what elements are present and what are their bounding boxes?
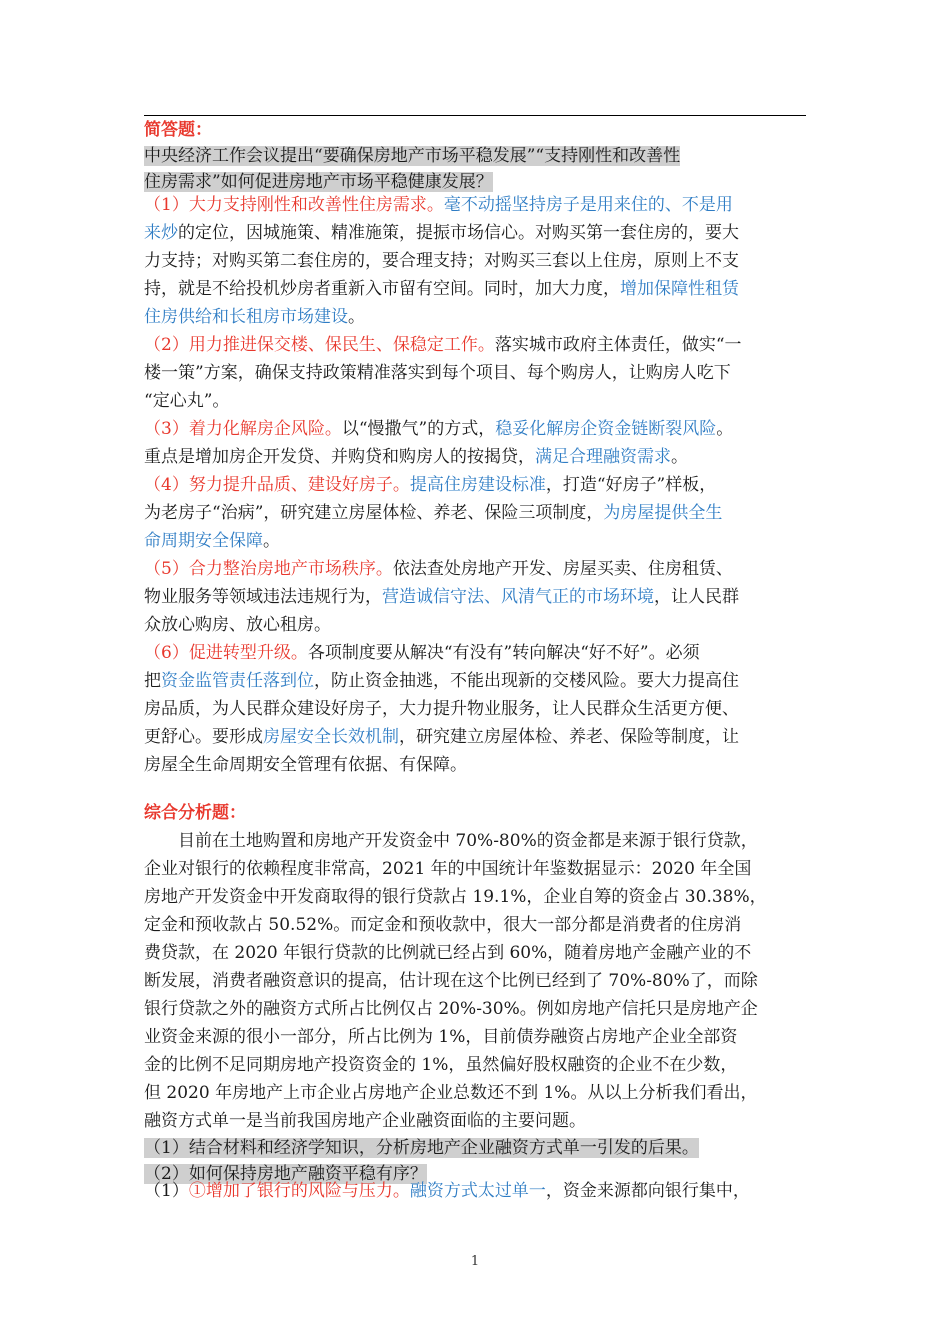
paragraph-line: 持，就是不给投机炒房者重新入市留有空间。同时，加大力度，增加保障性租赁 (144, 279, 739, 299)
material-line: 银行贷款之外的融资方式所占比例仅占 20%-30%。例如房地产信托只是房地产企 (144, 999, 758, 1019)
paragraph-line: 力支持；对购买第二套住房的，要合理支持；对购买三套以上住房，原则上不支 (144, 251, 739, 271)
sub-question-1: （1）结合材料和经济学知识，分析房地产企业融资方式单一引发的后果。 (144, 1138, 699, 1158)
answer-line: （1）①增加了银行的风险与压力。融资方式太过单一，资金来源都向银行集中， (144, 1181, 750, 1201)
material-line: 费贷款，在 2020 年银行贷款的比例就已经占到 60%，随着房地产金融产业的不 (144, 943, 752, 963)
sub-question-2: （2）如何保持房地产融资平稳有序？ (144, 1164, 427, 1184)
paragraph-line: 把资金监管责任落到位，防止资金抽逃，不能出现新的交楼风险。要大力提高住 (144, 671, 739, 691)
paragraph-line: 楼一策”方案，确保支持政策精准落实到每个项目、每个购房人，让购房人吃下 (144, 363, 731, 383)
section-title-short-answer: 简答题： (144, 120, 212, 140)
answer-paragraphs (144, 191, 806, 779)
material-line: 融资方式单一是当前我国房地产企业融资面临的主要问题。 (144, 1111, 586, 1131)
question-text: 中央经济工作会议提出“要确保房地产市场平稳发展”“支持刚性和改善性 (144, 146, 681, 166)
answer-point-3: （3）着力化解房企风险。以“慢撒气”的方式，稳妥化解房企资金链断裂风险。 (144, 419, 734, 439)
paragraph-line: 房品质，为人民群众建设好房子，大力提升物业服务，让人民群众生活更方便、 (144, 699, 739, 719)
material-line: 但 2020 年房地产上市企业占房地产企业总数还不到 1%。从以上分析我们看出， (144, 1083, 758, 1103)
material-line: 金的比例不足同期房地产投资资金的 1%，虽然偏好股权融资的企业不在少数， (144, 1055, 738, 1075)
paragraph-line: 物业服务等领域违法违规行为，营造诚信守法、风清气正的市场环境，让人民群 (144, 587, 739, 607)
material-line: 企业对银行的依赖程度非常高，2021 年的中国统计年鉴数据显示：2020 年全国 (144, 859, 752, 879)
paragraph-line: 房屋全生命周期安全管理有依据、有保障。 (144, 755, 467, 775)
short-answer-section (144, 117, 806, 195)
material-line: 断发展，消费者融资意识的提高，估计现在这个比例已经到了 70%-80%了，而除 (144, 971, 758, 991)
answer-point-4: （4）努力提升品质、建设好房子。提高住房建设标准，打造“好房子”样板， (144, 475, 717, 495)
material-line: 房地产开发资金中开发商取得的银行贷款占 19.1%，企业自筹的资金占 30.38%， (144, 887, 767, 907)
paragraph-line: 来炒的定位，因城施策、精准施策，提振市场信心。对购买第一套住房的，要大 (144, 223, 739, 243)
paragraph-line: “定心丸”。 (144, 391, 230, 411)
paragraph-line: 更舒心。要形成房屋安全长效机制，研究建立房屋体检、养老、保险等制度，让 (144, 727, 739, 747)
material-line: 业资金来源的很小一部分，所占比例为 1%，目前债券融资占房地产企业全部资 (144, 1027, 738, 1047)
header-rule (144, 115, 806, 116)
paragraph-line: 为老房子“治病”，研究建立房屋体检、养老、保险三项制度，为房屋提供全生 (144, 503, 723, 523)
analysis-section (144, 799, 806, 1187)
paragraph-line: 住房供给和长租房市场建设。 (144, 307, 365, 327)
question-text: 住房需求”如何促进房地产市场平稳健康发展？ (144, 172, 493, 192)
paragraph-line: 众放心购房、放心租房。 (144, 615, 331, 635)
answer-point-6: （6）促进转型升级。各项制度要从解决“有没有”转向解决“好不好”。必须 (144, 643, 700, 663)
answer-point-5: （5）合力整治房地产市场秩序。依法查处房地产开发、房屋买卖、住房租赁、 (144, 559, 733, 579)
answer-point-1: （1）大力支持刚性和改善性住房需求。毫不动摇坚持房子是用来住的、不是用 (144, 195, 733, 215)
material-line: 定金和预收款占 50.52%。而定金和预收款中，很大一部分都是消费者的住房消 (144, 915, 742, 935)
paragraph-line: 重点是增加房企开发贷、并购贷和购房人的按揭贷，满足合理融资需求。 (144, 447, 688, 467)
answer-start (144, 1177, 806, 1205)
material-line: 目前在土地购置和房地产开发资金中 70%-80%的资金都是来源于银行贷款， (178, 831, 758, 851)
page-number: 1 (470, 1254, 480, 1269)
section-title-analysis: 综合分析题： (144, 803, 246, 823)
answer-point-2: （2）用力推进保交楼、保民生、保稳定工作。落实城市政府主体责任，做实“一 (144, 335, 742, 355)
paragraph-line: 命周期安全保障。 (144, 531, 280, 551)
